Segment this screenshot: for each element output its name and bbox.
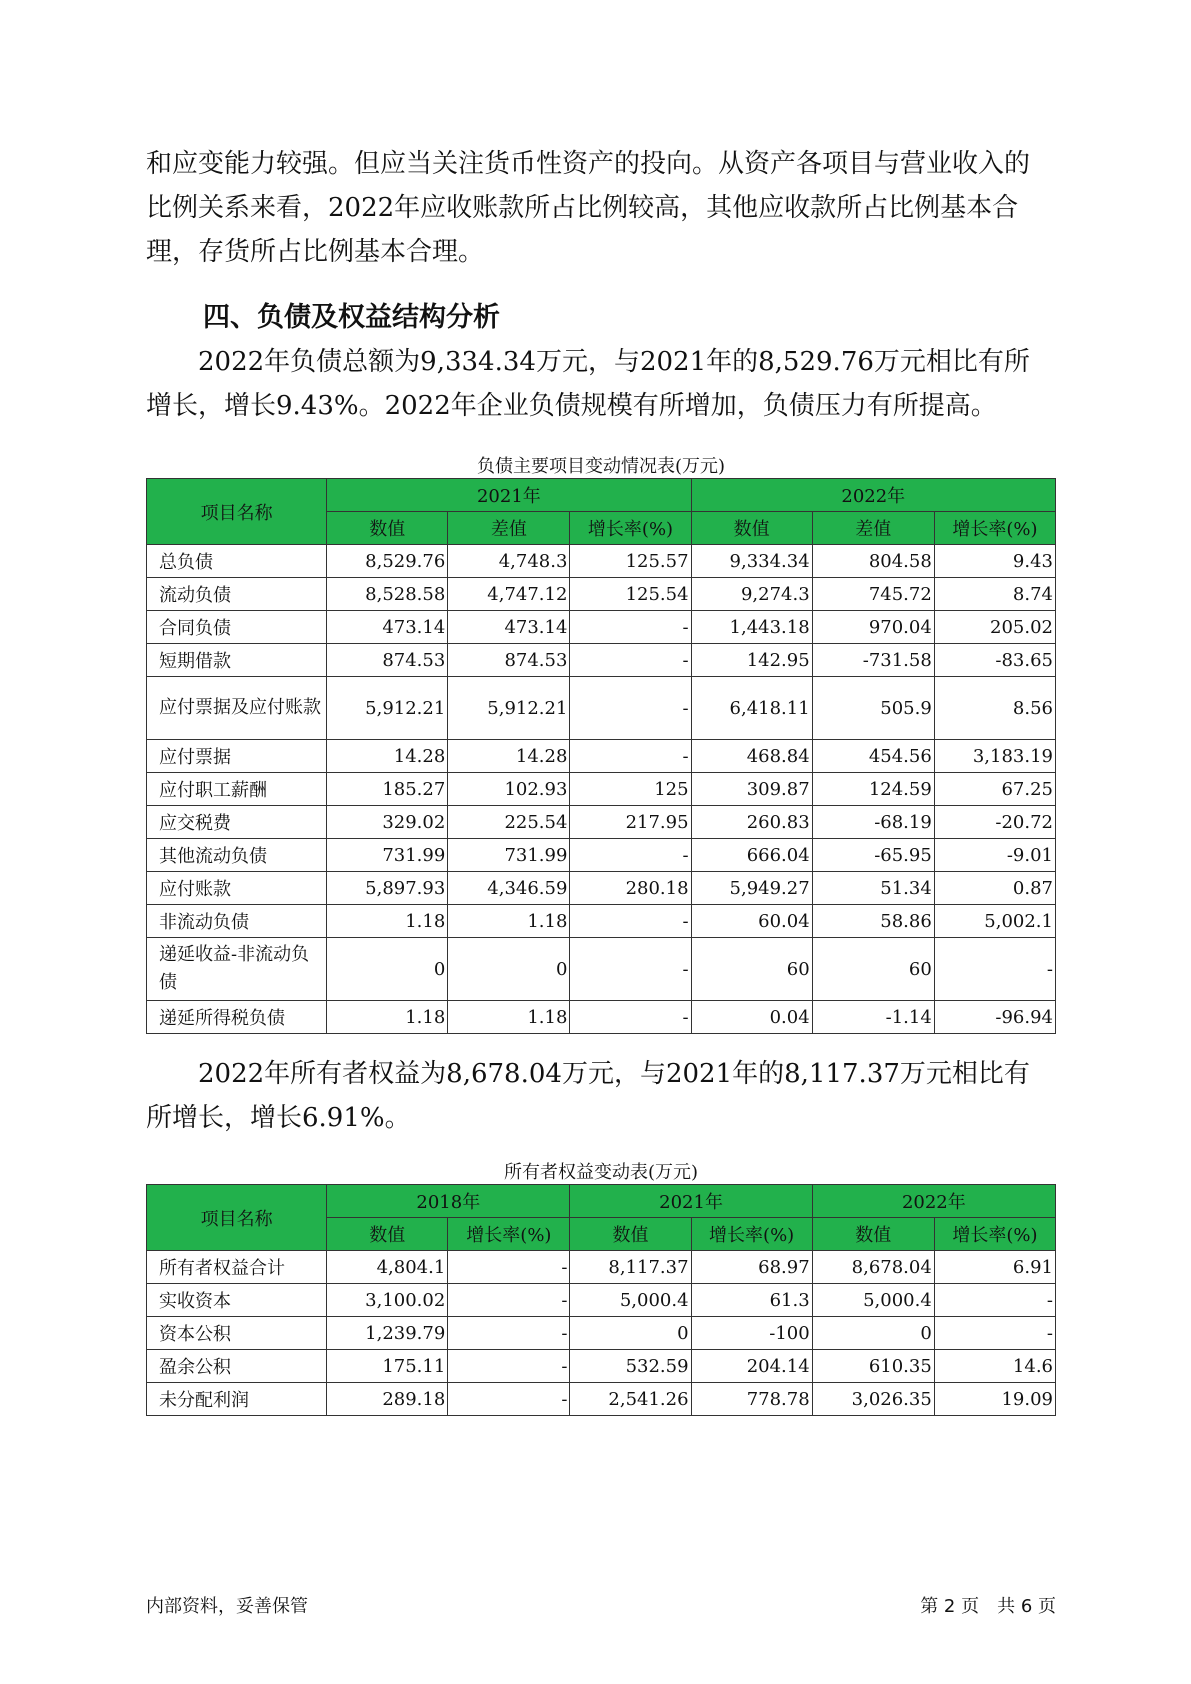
table-cell: 4,747.12 — [448, 578, 570, 611]
table-cell: 142.95 — [691, 644, 812, 677]
table-cell: 1.18 — [448, 1001, 570, 1034]
table-cell: 125 — [570, 773, 691, 806]
table-cell: 731.99 — [327, 839, 448, 872]
table-cell: 289.18 — [327, 1383, 448, 1416]
table-cell: 260.83 — [691, 806, 812, 839]
table-cell: 2,541.26 — [570, 1383, 691, 1416]
row-item-name: 应交税费 — [147, 806, 327, 839]
table-cell: 19.09 — [934, 1383, 1055, 1416]
table-cell: 217.95 — [570, 806, 691, 839]
table-cell: 4,804.1 — [327, 1251, 448, 1284]
table-cell: 5,949.27 — [691, 872, 812, 905]
table-cell: - — [570, 905, 691, 938]
row-item-name: 合同负债 — [147, 611, 327, 644]
table-cell: 0 — [448, 938, 570, 1001]
table-cell: 329.02 — [327, 806, 448, 839]
sub-header: 数值 — [691, 512, 812, 545]
table-cell: 125.54 — [570, 578, 691, 611]
table-cell: - — [570, 839, 691, 872]
table-cell: 9,334.34 — [691, 545, 812, 578]
table-cell: -731.58 — [812, 644, 934, 677]
table-row — [147, 545, 1056, 578]
sub-header: 数值 — [812, 1218, 934, 1251]
table-cell: 5,000.4 — [570, 1284, 691, 1317]
sub-header: 差值 — [448, 512, 570, 545]
sub-header: 增长率(%) — [570, 512, 691, 545]
sub-header: 数值 — [327, 512, 448, 545]
table-cell: - — [934, 1317, 1055, 1350]
table-cell: 124.59 — [812, 773, 934, 806]
table-cell: 4,346.59 — [448, 872, 570, 905]
footer-page-number: 第 2 页 共 6 页 — [920, 1596, 1056, 1617]
row-item-name: 其他流动负债 — [147, 839, 327, 872]
table-cell: 175.11 — [327, 1350, 448, 1383]
table-cell: 225.54 — [448, 806, 570, 839]
row-item-name: 实收资本 — [147, 1284, 327, 1317]
equity-table-caption: 所有者权益变动表(万元) — [503, 1162, 699, 1183]
table-cell: 1.18 — [327, 1001, 448, 1034]
table-cell: 3,183.19 — [934, 740, 1055, 773]
table-cell: 4,748.3 — [448, 545, 570, 578]
table-row — [147, 644, 1056, 677]
table-cell: - — [448, 1251, 570, 1284]
table-cell: 14.6 — [934, 1350, 1055, 1383]
footer-confidential-note: 内部资料，妥善保管 — [146, 1596, 308, 1617]
table-cell: 14.28 — [448, 740, 570, 773]
table-cell: 185.27 — [327, 773, 448, 806]
year-header: 2022年 — [691, 479, 1055, 512]
table-row — [147, 938, 1056, 1001]
item-name-header: 项目名称 — [147, 1185, 327, 1251]
table-cell: 8,117.37 — [570, 1251, 691, 1284]
table-row — [147, 578, 1056, 611]
table-cell: 9.43 — [934, 545, 1055, 578]
table-cell: 205.02 — [934, 611, 1055, 644]
table-cell: - — [570, 740, 691, 773]
table-row — [147, 1251, 1056, 1284]
table-cell: 0 — [570, 1317, 691, 1350]
table-cell: - — [448, 1284, 570, 1317]
table-cell: 731.99 — [448, 839, 570, 872]
table-cell: - — [934, 938, 1055, 1001]
table-cell: -96.94 — [934, 1001, 1055, 1034]
table-cell: 473.14 — [448, 611, 570, 644]
row-item-name: 递延收益-非流动负债 — [147, 938, 327, 1001]
table-row — [147, 1001, 1056, 1034]
table-cell: 102.93 — [448, 773, 570, 806]
row-item-name: 总负债 — [147, 545, 327, 578]
table-cell: 5,912.21 — [327, 677, 448, 740]
table-cell: 8.56 — [934, 677, 1055, 740]
table-cell: 473.14 — [327, 611, 448, 644]
table-row — [147, 1350, 1056, 1383]
table-cell: 8,529.76 — [327, 545, 448, 578]
table-cell: 610.35 — [812, 1350, 934, 1383]
table-cell: 51.34 — [812, 872, 934, 905]
table-cell: 204.14 — [691, 1350, 812, 1383]
table-row — [147, 905, 1056, 938]
year-header: 2021年 — [570, 1185, 812, 1218]
row-item-name: 盈余公积 — [147, 1350, 327, 1383]
row-item-name: 非流动负债 — [147, 905, 327, 938]
table-cell: 468.84 — [691, 740, 812, 773]
table-cell: - — [570, 611, 691, 644]
row-item-name: 应付票据及应付账款 — [147, 677, 327, 740]
table-cell: 280.18 — [570, 872, 691, 905]
row-item-name: 所有者权益合计 — [147, 1251, 327, 1284]
table-cell: 532.59 — [570, 1350, 691, 1383]
table-cell: 8.74 — [934, 578, 1055, 611]
table-cell: - — [448, 1350, 570, 1383]
table-cell: -83.65 — [934, 644, 1055, 677]
table-cell: 3,100.02 — [327, 1284, 448, 1317]
table-row — [147, 839, 1056, 872]
liability-paragraph: 2022年负债总额为9,334.34万元，与2021年的8,529.76万元相比有所增长，增长9.43%。2022年企业负债规模有所增加，负债压力有所提高。 — [146, 347, 1030, 421]
row-item-name: 应付账款 — [147, 872, 327, 905]
table-cell: 125.57 — [570, 545, 691, 578]
table-cell: 5,002.1 — [934, 905, 1055, 938]
table-cell: - — [448, 1317, 570, 1350]
row-item-name: 流动负债 — [147, 578, 327, 611]
sub-header: 增长率(%) — [448, 1218, 570, 1251]
equity-table-body — [147, 1251, 1056, 1416]
sub-header: 数值 — [327, 1218, 448, 1251]
table-cell: 6.91 — [934, 1251, 1055, 1284]
table-cell: - — [570, 677, 691, 740]
table-cell: - — [570, 938, 691, 1001]
row-item-name: 递延所得税负债 — [147, 1001, 327, 1034]
table-row — [147, 740, 1056, 773]
table-cell: 1.18 — [327, 905, 448, 938]
table-cell: 3,026.35 — [812, 1383, 934, 1416]
liability-table-caption: 负债主要项目变动情况表(万元) — [476, 456, 726, 477]
table-row — [147, 872, 1056, 905]
table-row — [147, 1284, 1056, 1317]
row-item-name: 应付职工薪酬 — [147, 773, 327, 806]
row-item-name: 资本公积 — [147, 1317, 327, 1350]
equity-table — [146, 1184, 1056, 1416]
table-row — [147, 677, 1056, 740]
table-cell: 1.18 — [448, 905, 570, 938]
table-row — [147, 806, 1056, 839]
sub-header: 增长率(%) — [691, 1218, 812, 1251]
table-cell: 505.9 — [812, 677, 934, 740]
sub-header: 差值 — [812, 512, 934, 545]
table-row — [147, 1317, 1056, 1350]
table-cell: 67.25 — [934, 773, 1055, 806]
table-cell: 9,274.3 — [691, 578, 812, 611]
equity-paragraph: 2022年所有者权益为8,678.04万元，与2021年的8,117.37万元相比有所增长，增长6.91%。 — [146, 1059, 1030, 1133]
table-cell: -65.95 — [812, 839, 934, 872]
table-cell: 5,897.93 — [327, 872, 448, 905]
table-cell: 58.86 — [812, 905, 934, 938]
table-cell: 745.72 — [812, 578, 934, 611]
table-cell: 5,912.21 — [448, 677, 570, 740]
table-cell: 778.78 — [691, 1383, 812, 1416]
sub-header: 增长率(%) — [934, 512, 1055, 545]
intro-paragraph: 和应变能力较强。但应当关注货币性资产的投向。从资产各项目与营业收入的比例关系来看，2022年应收账款所占比例较高，其他应收款所占比例基本合理，存货所占比例基本合理。 — [146, 149, 1031, 267]
table-cell: 1,443.18 — [691, 611, 812, 644]
liability-table-body — [147, 545, 1056, 1034]
table-row — [147, 773, 1056, 806]
table-cell: 0.04 — [691, 1001, 812, 1034]
row-item-name: 短期借款 — [147, 644, 327, 677]
table-cell: - — [570, 1001, 691, 1034]
table-cell: 8,678.04 — [812, 1251, 934, 1284]
table-cell: 0 — [327, 938, 448, 1001]
table-cell: 804.58 — [812, 545, 934, 578]
table-cell: - — [934, 1284, 1055, 1317]
table-cell: 874.53 — [327, 644, 448, 677]
section-heading: 四、负债及权益结构分析 — [203, 302, 500, 333]
year-header: 2022年 — [812, 1185, 1055, 1218]
row-item-name: 未分配利润 — [147, 1383, 327, 1416]
table-cell: 454.56 — [812, 740, 934, 773]
table-row — [147, 1383, 1056, 1416]
table-cell: 5,000.4 — [812, 1284, 934, 1317]
table-cell: 970.04 — [812, 611, 934, 644]
table-cell: 60 — [812, 938, 934, 1001]
table-cell: 1,239.79 — [327, 1317, 448, 1350]
table-cell: - — [570, 644, 691, 677]
table-cell: 0 — [812, 1317, 934, 1350]
table-cell: 14.28 — [327, 740, 448, 773]
table-cell: -20.72 — [934, 806, 1055, 839]
table-cell: 68.97 — [691, 1251, 812, 1284]
table-row — [147, 611, 1056, 644]
table-cell: 61.3 — [691, 1284, 812, 1317]
table-cell: 8,528.58 — [327, 578, 448, 611]
item-name-header: 项目名称 — [147, 479, 327, 545]
row-item-name: 应付票据 — [147, 740, 327, 773]
table-cell: -100 — [691, 1317, 812, 1350]
table-cell: - — [448, 1383, 570, 1416]
table-cell: 874.53 — [448, 644, 570, 677]
sub-header: 数值 — [570, 1218, 691, 1251]
table-cell: -1.14 — [812, 1001, 934, 1034]
table-cell: 309.87 — [691, 773, 812, 806]
table-cell: 666.04 — [691, 839, 812, 872]
table-cell: -9.01 — [934, 839, 1055, 872]
liability-table — [146, 478, 1056, 1034]
sub-header: 增长率(%) — [934, 1218, 1055, 1251]
table-cell: -68.19 — [812, 806, 934, 839]
year-header: 2018年 — [327, 1185, 570, 1218]
table-cell: 6,418.11 — [691, 677, 812, 740]
table-cell: 60 — [691, 938, 812, 1001]
table-cell: 0.87 — [934, 872, 1055, 905]
table-cell: 60.04 — [691, 905, 812, 938]
year-header: 2021年 — [327, 479, 691, 512]
